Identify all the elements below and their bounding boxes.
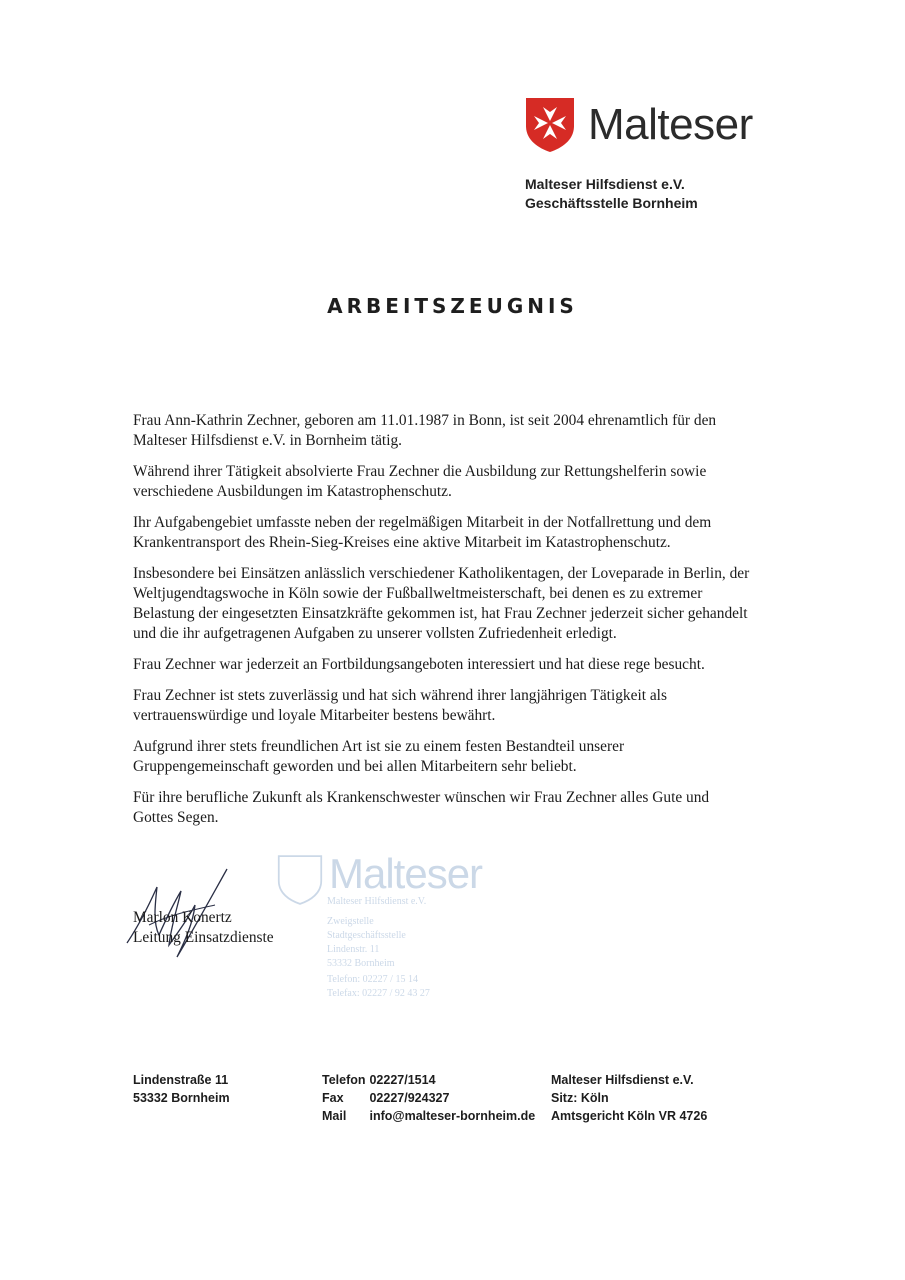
phone-number: 02227/1514 bbox=[369, 1073, 436, 1087]
stamp-line: Telefax: 02227 / 92 43 27 bbox=[327, 988, 430, 999]
paragraph: Insbesondere bei Einsätzen anlässlich verschiedener Katholikentagen, der Loveparade in Berlin, der Weltjugendtagswoche in Köln sowie der Fußballweltmeisterschaft, bei denen es zu extremer Belastung der eingesetzten Einsatzkräfte gekommen ist, hat Frau Zechner jederzeit sicher gehandelt und die ihr aufgetragenen Aufgaben zu unserer vollsten Zufriedenheit erledigt. bbox=[133, 565, 750, 642]
stamp-line: Zweigstelle bbox=[327, 916, 374, 927]
footer-contact bbox=[322, 1071, 535, 1125]
official-stamp bbox=[277, 850, 537, 1010]
paragraph: Frau Zechner war jederzeit an Fortbildungsangeboten interessiert und hat diese rege besucht. bbox=[133, 656, 705, 673]
stamp-line: Telefon: 02227 / 15 14 bbox=[327, 974, 418, 985]
stamp-line: Malteser Hilfsdienst e.V. bbox=[327, 896, 427, 907]
malteser-cross-shield-icon bbox=[524, 96, 576, 154]
organization-block bbox=[525, 175, 698, 213]
org-branch: Geschäftsstelle Bornheim bbox=[525, 195, 698, 211]
malteser-logo bbox=[524, 96, 753, 154]
stamp-line: 53332 Bornheim bbox=[327, 958, 395, 969]
paragraph: Für ihre berufliche Zukunft als Krankenschwester wünschen wir Frau Zechner alles Gute und Gottes Segen. bbox=[133, 789, 710, 826]
stamp-line: Lindenstr. 11 bbox=[327, 944, 380, 955]
footer-city: 53332 Bornheim bbox=[133, 1091, 230, 1105]
mail-label: Mail bbox=[322, 1109, 347, 1123]
signer bbox=[133, 908, 274, 948]
document-title: ARBEITSZEUGNIS bbox=[327, 294, 578, 318]
paragraph: Frau Zechner ist stets zuverlässig und hat sich während ihrer langjährigen Tätigkeit als vertrauenswürdige und loyale Mitarbeiter bestens bewährt. bbox=[133, 687, 667, 724]
footer-org: Malteser Hilfsdienst e.V. bbox=[551, 1073, 694, 1087]
footer-address bbox=[133, 1071, 230, 1107]
paragraph: Während ihrer Tätigkeit absolvierte Frau Zechner die Ausbildung zur Rettungshelferin sowie verschiedene Ausbildungen im Katastrophenschutz. bbox=[133, 463, 707, 500]
brand-wordmark: Malteser bbox=[588, 100, 753, 149]
signer-name: Marlon Konertz bbox=[133, 909, 232, 926]
footer-street: Lindenstraße 11 bbox=[133, 1073, 229, 1087]
fax-label: Fax bbox=[322, 1091, 344, 1105]
paragraph: Aufgrund ihrer stets freundlichen Art ist sie zu einem festen Bestandteil unserer Gruppengemeinschaft geworden und bei allen Mitarbeitern sehr beliebt. bbox=[133, 738, 625, 775]
mail-address: info@malteser-bornheim.de bbox=[369, 1109, 536, 1123]
org-name: Malteser Hilfsdienst e.V. bbox=[525, 176, 685, 192]
letter-body bbox=[133, 411, 753, 839]
footer-legal bbox=[551, 1071, 707, 1125]
signer-role: Leitung Einsatzdienste bbox=[133, 929, 274, 946]
phone-label: Telefon bbox=[322, 1073, 366, 1087]
footer-court: Amtsgericht Köln VR 4726 bbox=[551, 1109, 708, 1123]
stamp-shield-icon bbox=[277, 854, 323, 906]
stamp-line: Stadtgeschäftsstelle bbox=[327, 930, 406, 941]
stamp-brand: Malteser bbox=[329, 850, 483, 897]
fax-number: 02227/924327 bbox=[369, 1091, 450, 1105]
paragraph: Frau Ann-Kathrin Zechner, geboren am 11.01.1987 in Bonn, ist seit 2004 ehrenamtlich für den Malteser Hilfsdienst e.V. in Bornheim tätig. bbox=[133, 412, 717, 449]
footer-seat: Sitz: Köln bbox=[551, 1091, 609, 1105]
paragraph: Ihr Aufgabengebiet umfasste neben der regelmäßigen Mitarbeit in der Notfallrettung und dem Krankentransport des Rhein-Sieg-Kreises eine aktive Mitarbeit im Katastrophenschutz. bbox=[133, 514, 712, 551]
